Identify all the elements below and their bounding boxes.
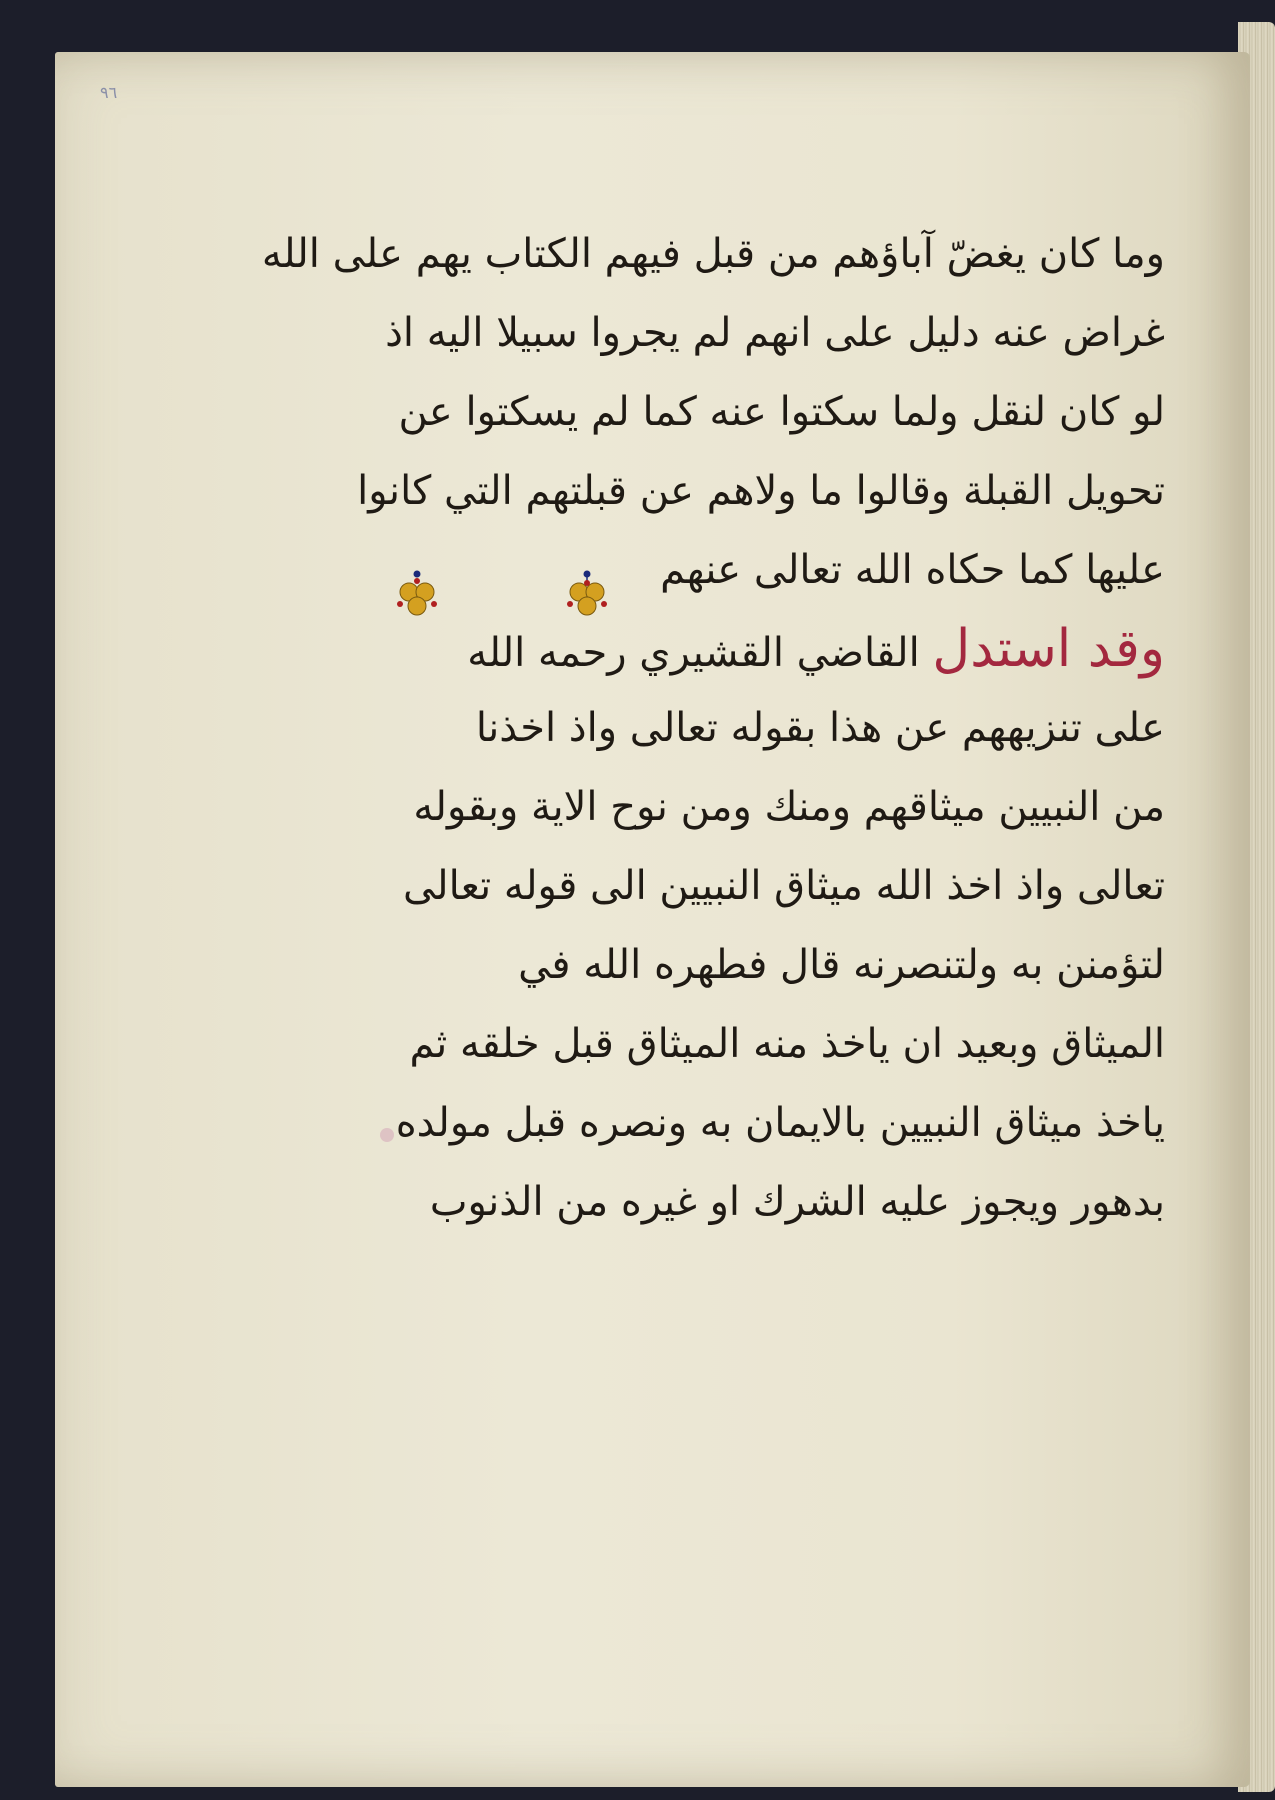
text-line: غراض عنه دليل على انهم لم يجروا سبيلا اليه اذ bbox=[385, 310, 1165, 356]
gold-verse-marker-icon bbox=[392, 568, 442, 624]
text-line: على تنزيههم عن هذا بقوله تعالى واذ اخذنا bbox=[475, 705, 1165, 751]
text-line: لتؤمنن به ولتنصرنه قال فطهره الله في bbox=[518, 942, 1165, 988]
text-line: ياخذ ميثاق النبيين بالايمان به ونصره قبل مولده bbox=[395, 1100, 1165, 1146]
rubric-heading: وقد استدل bbox=[932, 619, 1165, 679]
text-line: تحويل القبلة وقالوا ما ولاهم عن قبلتهم التي كانوا bbox=[357, 468, 1165, 514]
text-line: تعالى واذ اخذ الله ميثاق النبيين الى قوله تعالى bbox=[403, 863, 1165, 909]
text-line: الميثاق وبعيد ان ياخذ منه الميثاق قبل خلقه ثم bbox=[409, 1021, 1165, 1067]
text-line: بدهور ويجوز عليه الشرك او غيره من الذنوب bbox=[429, 1179, 1165, 1225]
text-line: لو كان لنقل ولما سكتوا عنه كما لم يسكتوا عن bbox=[398, 389, 1165, 435]
text-line: وما كان يغضّ آباؤهم من قبل فيهم الكتاب يهم على الله bbox=[261, 231, 1165, 277]
ink-stain bbox=[380, 1128, 394, 1142]
text-block bbox=[261, 215, 1165, 1242]
folio-number: ٩٦ bbox=[100, 83, 118, 102]
gold-verse-marker-icon bbox=[562, 568, 612, 624]
rubric-line-text: القاضي القشيري رحمه الله bbox=[467, 630, 920, 676]
rubric-line bbox=[380, 610, 1165, 689]
text-line: من النبيين ميثاقهم ومنك ومن نوح الاية وبقوله bbox=[413, 784, 1165, 830]
text-line: عليها كما حكاه الله تعالى عنهم bbox=[660, 547, 1165, 593]
